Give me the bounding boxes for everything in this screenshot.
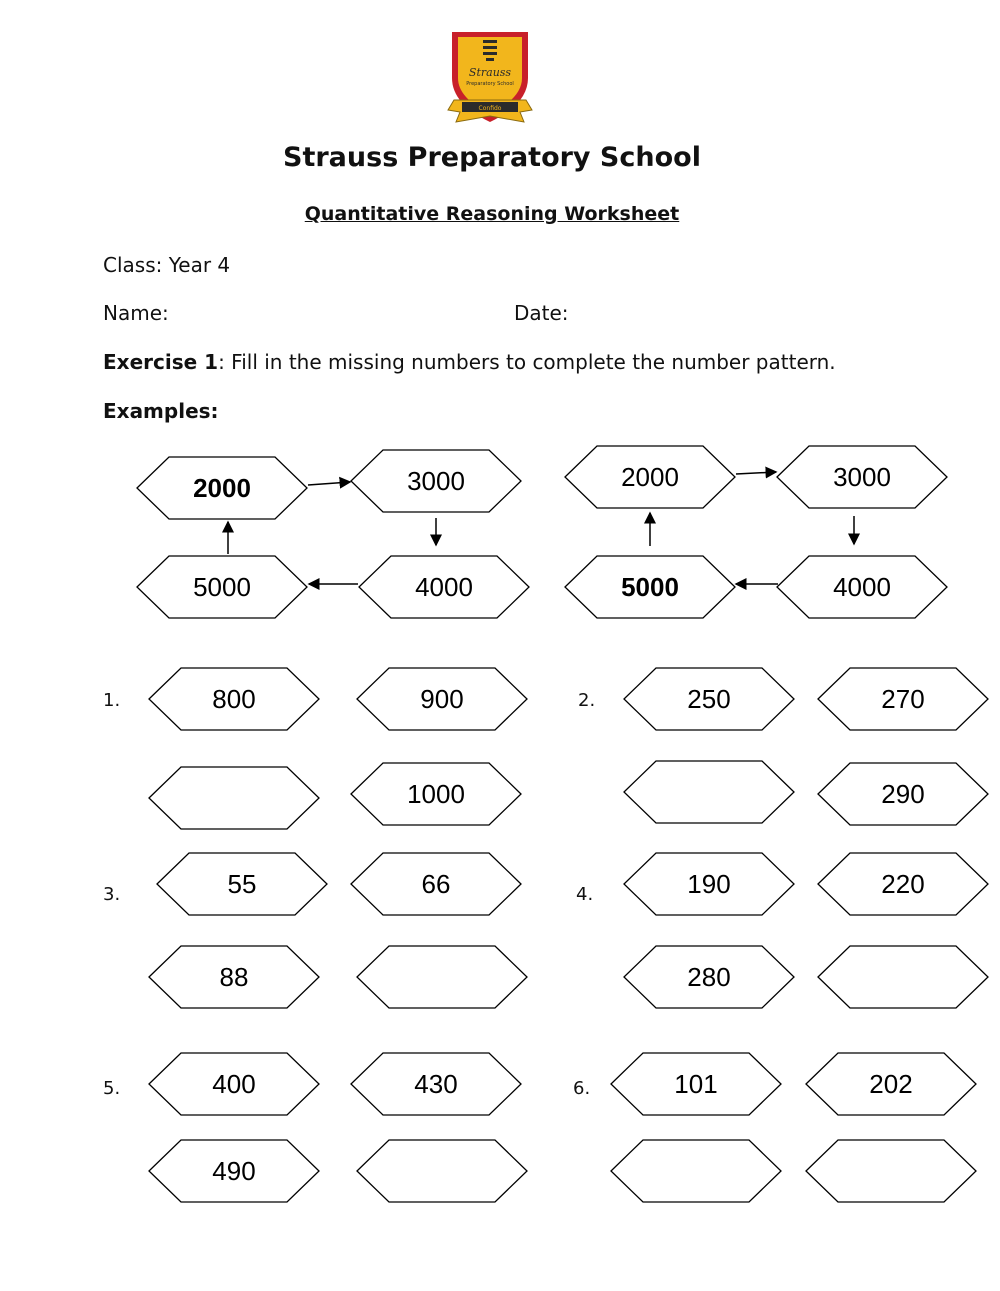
example-2-arrow-right — [736, 472, 776, 474]
example-1-bottom-right-value: 4000 — [415, 572, 473, 602]
question-3-cell-3-value: 88 — [219, 962, 249, 992]
question-2-cell-1-value: 250 — [687, 684, 731, 714]
question-number-5: 5. — [103, 1078, 121, 1099]
school-name: Strauss Preparatory School — [283, 142, 701, 173]
question-6-cell-2-value: 202 — [869, 1069, 913, 1099]
question-5-cell-3-value: 490 — [212, 1156, 256, 1186]
example-1-top-left-value: 2000 — [193, 473, 251, 503]
question-4-cell-4-hexagon — [818, 946, 988, 1008]
question-5-cell-1-value: 400 — [212, 1069, 256, 1099]
logo-motto: Confido — [478, 105, 502, 112]
question-5-cell-2-value: 430 — [414, 1069, 458, 1099]
question-4-cell-3-value: 280 — [687, 962, 731, 992]
question-6-cell-4-hexagon — [806, 1140, 976, 1202]
question-number-6: 6. — [573, 1078, 591, 1099]
example-1-bottom-left-value: 5000 — [193, 572, 251, 602]
worksheet-title: Quantitative Reasoning Worksheet — [304, 203, 680, 225]
question-2-cell-4-value: 290 — [881, 779, 925, 809]
question-4-cell-1-value: 190 — [687, 869, 731, 899]
exercise-label: Exercise 1 — [103, 350, 219, 374]
question-number-2: 2. — [578, 690, 596, 711]
question-2-cell-2-value: 270 — [881, 684, 925, 714]
example-2-bottom-left-value: 5000 — [621, 572, 679, 602]
question-6-cell-3-hexagon — [611, 1140, 781, 1202]
question-3-cell-4-hexagon — [357, 946, 527, 1008]
example-1-top-right-value: 3000 — [407, 466, 465, 496]
date-label: Date: — [514, 301, 569, 325]
question-4-cell-2-value: 220 — [881, 869, 925, 899]
question-1-cell-1-value: 800 — [212, 684, 256, 714]
name-label: Name: — [103, 301, 169, 325]
question-2-cell-3-hexagon — [624, 761, 794, 823]
question-number-1: 1. — [103, 690, 121, 711]
example-2-top-left-value: 2000 — [621, 462, 679, 492]
question-1-cell-2-value: 900 — [420, 684, 464, 714]
logo-sub: Preparatory School — [466, 81, 514, 87]
question-number-3: 3. — [103, 884, 121, 905]
question-3-cell-2-value: 66 — [421, 869, 451, 899]
class-label: Class: Year 4 — [103, 253, 231, 277]
question-1-cell-4-value: 1000 — [407, 779, 465, 809]
question-5-cell-4-hexagon — [357, 1140, 527, 1202]
question-number-4: 4. — [576, 884, 594, 905]
logo-name: Strauss — [468, 66, 512, 79]
exercise-text: : Fill in the missing numbers to complete the number pattern. — [218, 350, 836, 374]
question-3-cell-1-value: 55 — [227, 869, 257, 899]
question-1-cell-3-hexagon — [149, 767, 319, 829]
example-2-top-right-value: 3000 — [833, 462, 891, 492]
example-2-bottom-right-value: 4000 — [833, 572, 891, 602]
question-6-cell-1-value: 101 — [674, 1069, 718, 1099]
example-1-arrow-right — [308, 482, 350, 485]
examples-label: Examples: — [103, 399, 219, 423]
